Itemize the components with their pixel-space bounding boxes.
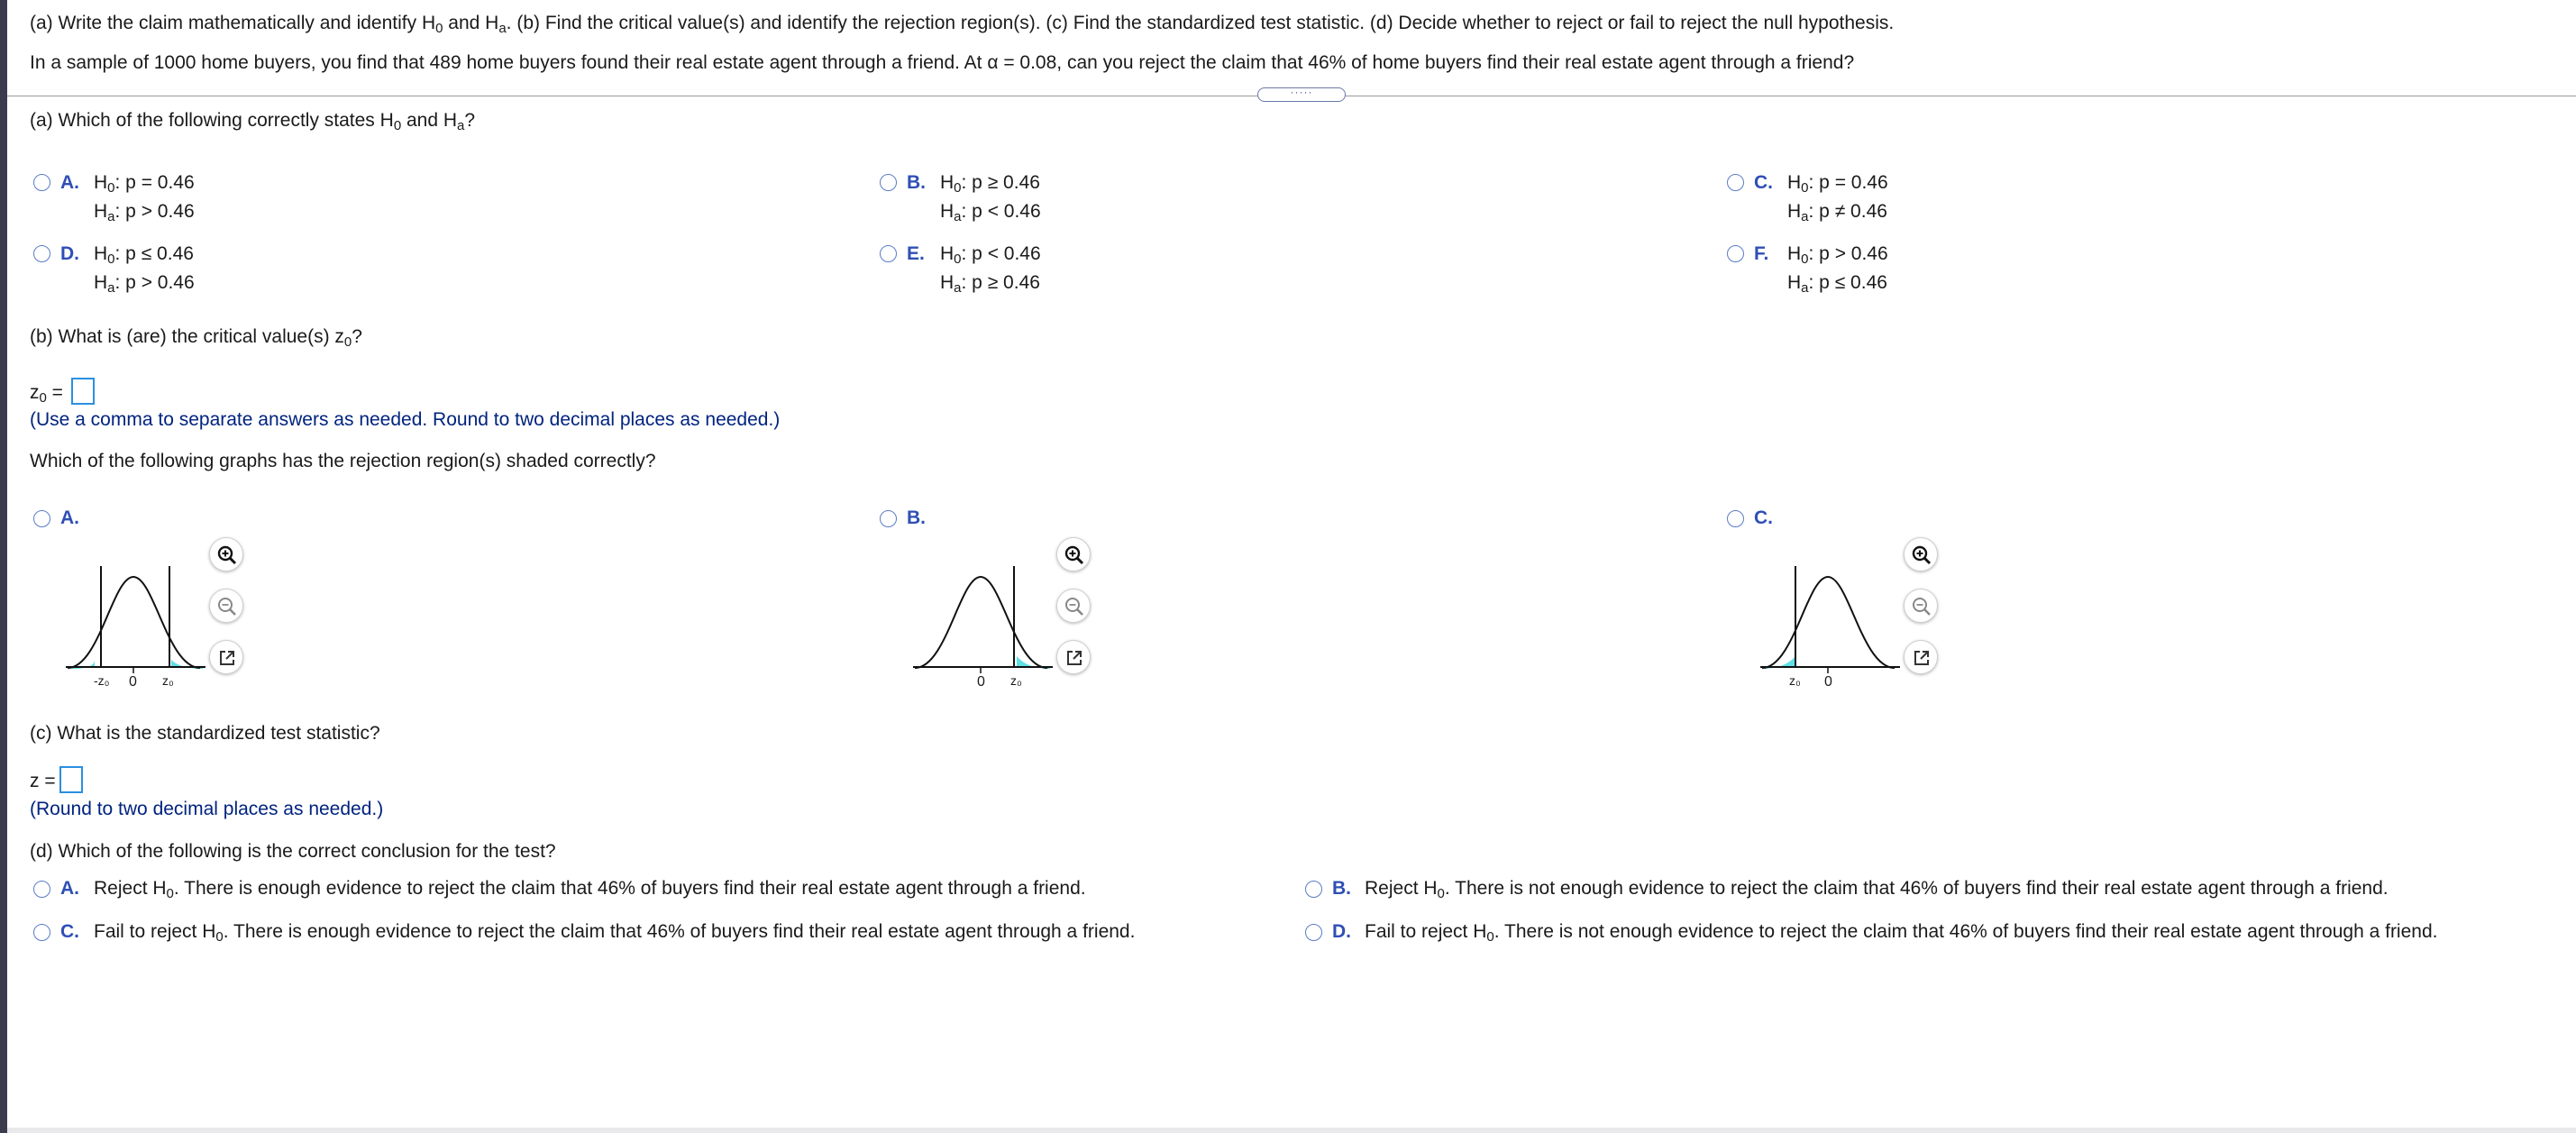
- graph-question: Which of the following graphs has the rejection region(s) shaded correctly?: [30, 451, 656, 471]
- graph-a-tick-neg-z0: -z₀: [94, 673, 110, 688]
- bottom-scroll-edge: [7, 1128, 2576, 1133]
- graph-a-curve: [68, 577, 200, 668]
- option-letter: C.: [1754, 172, 1773, 193]
- option-h0: $H_0$: p = 0.46: [1787, 172, 1888, 196]
- test-statistic-input[interactable]: [59, 766, 83, 793]
- zoom-out-icon: [216, 596, 238, 617]
- divider-handle[interactable]: ·····: [1257, 87, 1346, 102]
- graph-b-curve: [915, 577, 1047, 668]
- problem-text: In a sample of 1000 home buyers, you find that 489 home buyers found their real estate agent through a friend. At α = 0.08, can you reject the claim that 46% of home buyers find their real estate agent through a friend?: [30, 52, 1855, 73]
- zoom-in-icon: [1911, 544, 1932, 566]
- graph-c-tick-z0: z₀: [1789, 673, 1801, 688]
- radio-f[interactable]: [1727, 245, 1744, 262]
- option-letter: A.: [60, 878, 79, 899]
- zoom-in-icon: [216, 544, 238, 566]
- part-b-question: (b) What is (are) the critical value(s) $z_0$?: [30, 326, 362, 350]
- zoom-in-icon: [1064, 544, 1085, 566]
- graph-b-zoom-in-button[interactable]: [1056, 537, 1091, 571]
- graph-c-zoom-out-button[interactable]: [1904, 589, 1938, 623]
- conclusion-text: Reject $H_0$. There is not enough evidence to reject the claim that 46% of buyers find their real estate agent through a friend.: [1365, 878, 2389, 901]
- part-c-question: (c) What is the standardized test statistic?: [30, 723, 380, 744]
- option-h0: $H_0$: p > 0.46: [1787, 243, 1888, 267]
- conclusion-radio-b[interactable]: [1305, 881, 1322, 898]
- graph-a-zoom-in-button[interactable]: [209, 537, 243, 571]
- option-letter: B.: [1332, 878, 1351, 899]
- popout-icon: [216, 647, 238, 669]
- popout-icon: [1911, 647, 1932, 669]
- graph-b-tick-z0: z₀: [1010, 673, 1022, 688]
- conclusion-text: Reject $H_0$. There is enough evidence to reject the claim that 46% of buyers find their real estate agent through a friend.: [94, 878, 1086, 901]
- part-d-question: (d) Which of the following is the correct conclusion for the test?: [30, 841, 556, 862]
- test-statistic-label: z =: [30, 771, 56, 791]
- conclusion-radio-a[interactable]: [33, 881, 50, 898]
- test-statistic-hint: (Round to two decimal places as needed.): [30, 799, 384, 819]
- radio-e[interactable]: [880, 245, 897, 262]
- option-h0: $H_0$: p < 0.46: [940, 243, 1041, 267]
- conclusion-radio-d[interactable]: [1305, 924, 1322, 941]
- conclusion-radio-c[interactable]: [33, 924, 50, 941]
- option-ha: $H_a$: p > 0.46: [94, 201, 195, 224]
- option-h0: $H_0$: p = 0.46: [94, 172, 195, 196]
- option-letter: F.: [1754, 243, 1769, 264]
- option-letter: A.: [60, 507, 79, 528]
- graph-c-curve: [1762, 577, 1895, 668]
- critical-value-label: $z_0$ =: [30, 382, 63, 406]
- option-ha: $H_a$: p ≤ 0.46: [1787, 272, 1887, 296]
- critical-value-hint: (Use a comma to separate answers as needed. Round to two decimal places as needed.): [30, 409, 781, 430]
- option-ha: $H_a$: p ≥ 0.46: [940, 272, 1040, 296]
- part-a-question: (a) Which of the following correctly states $H_0$ and $H_a$?: [30, 110, 476, 133]
- left-sidebar-edge: [0, 0, 7, 1133]
- graph-a-tick-z0: z₀: [162, 673, 174, 688]
- option-letter: E.: [907, 243, 925, 264]
- radio-c[interactable]: [1727, 174, 1744, 191]
- option-letter: C.: [1754, 507, 1773, 528]
- option-h0: $H_0$: p ≤ 0.46: [94, 243, 194, 267]
- radio-b[interactable]: [880, 174, 897, 191]
- instructions-text: (a) Write the claim mathematically and identify $H_0$ and $H_a$. (b) Find the critical value(s) and identify the rejection region(s). (c) Find the standardized test statistic. (d) Decide whether to reject or fail to reject the null hypothesis.: [30, 13, 1895, 36]
- option-h0: $H_0$: p ≥ 0.46: [940, 172, 1040, 196]
- option-letter: B.: [907, 507, 926, 528]
- option-letter: C.: [60, 921, 79, 942]
- graph-c-tick-zero: 0: [1824, 674, 1832, 690]
- radio-d[interactable]: [33, 245, 50, 262]
- radio-a[interactable]: [33, 174, 50, 191]
- option-letter: D.: [1332, 921, 1351, 942]
- option-ha: $H_a$: p > 0.46: [94, 272, 195, 296]
- popout-icon: [1064, 647, 1085, 669]
- graph-a-zoom-out-button[interactable]: [209, 589, 243, 623]
- zoom-out-icon: [1911, 596, 1932, 617]
- graph-a-popout-button[interactable]: [209, 640, 243, 674]
- option-ha: $H_a$: p ≠ 0.46: [1787, 201, 1887, 224]
- graph-b-zoom-out-button[interactable]: [1056, 589, 1091, 623]
- graph-b-tick-zero: 0: [977, 674, 985, 690]
- option-letter: A.: [60, 172, 79, 193]
- conclusion-text: Fail to reject $H_0$. There is enough evidence to reject the claim that 46% of buyers find their real estate agent through a friend.: [94, 921, 1136, 945]
- zoom-out-icon: [1064, 596, 1085, 617]
- critical-value-input[interactable]: [71, 378, 95, 405]
- conclusion-text: Fail to reject $H_0$. There is not enough evidence to reject the claim that 46% of buyers find their real estate agent through a friend.: [1365, 921, 2438, 945]
- graph-c-zoom-in-button[interactable]: [1904, 537, 1938, 571]
- option-letter: D.: [60, 243, 79, 264]
- graph-radio-a[interactable]: [33, 510, 50, 527]
- option-ha: $H_a$: p < 0.46: [940, 201, 1041, 224]
- graph-b-popout-button[interactable]: [1056, 640, 1091, 674]
- graph-radio-c[interactable]: [1727, 510, 1744, 527]
- graph-a-tick-zero: 0: [129, 674, 137, 690]
- option-letter: B.: [907, 172, 926, 193]
- graph-radio-b[interactable]: [880, 510, 897, 527]
- graph-c-popout-button[interactable]: [1904, 640, 1938, 674]
